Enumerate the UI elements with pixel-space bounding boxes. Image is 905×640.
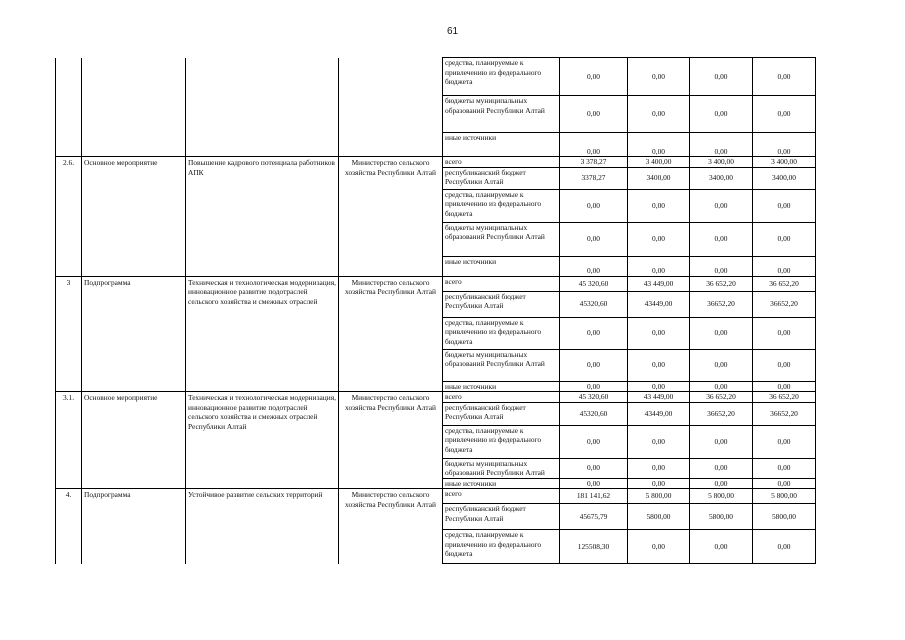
value-cell: 36652,20	[690, 291, 753, 317]
value-cell: 36652,20	[753, 291, 816, 317]
item-name: Устойчивое развитие сельских территорий	[186, 489, 339, 564]
source-label: бюджеты муниципальных образований Республики Алтай	[443, 349, 560, 381]
source-label: республиканский бюджет Республики Алтай	[443, 402, 560, 425]
value-cell: 0,00	[690, 425, 753, 458]
source-label: иные источники	[443, 256, 560, 276]
source-label: средства, планируемые к привлечению из федерального бюджета	[443, 317, 560, 349]
item-number: 3	[56, 276, 82, 392]
value-cell: 5 800,00	[753, 489, 816, 504]
value-cell: 0,00	[753, 425, 816, 458]
value-cell: 0,00	[560, 458, 628, 478]
source-label: республиканский бюджет Республики Алтай	[443, 167, 560, 189]
item-responsible: Министерство сельского хозяйства Республики Алтай	[339, 489, 443, 564]
value-cell: 0,00	[753, 58, 816, 96]
source-label: всего	[443, 392, 560, 403]
value-cell: 0,00	[690, 133, 753, 157]
item-type: Подпрограмма	[82, 489, 186, 564]
source-label: иные источники	[443, 133, 560, 157]
value-cell: 43 449,00	[628, 392, 690, 403]
value-cell: 0,00	[628, 317, 690, 349]
value-cell: 0,00	[690, 458, 753, 478]
value-cell: 0,00	[753, 317, 816, 349]
item-responsible: Министерство сельского хозяйства Республики Алтай	[339, 157, 443, 277]
value-cell: 0,00	[560, 189, 628, 222]
value-cell: 0,00	[753, 458, 816, 478]
source-label: бюджеты муниципальных образований Республики Алтай	[443, 458, 560, 478]
table-row	[56, 58, 816, 96]
item-name	[186, 58, 339, 157]
value-cell: 0,00	[753, 381, 816, 392]
value-cell: 3400,00	[690, 167, 753, 189]
table-row	[56, 157, 816, 168]
value-cell: 0,00	[560, 222, 628, 256]
item-number	[56, 58, 82, 157]
item-responsible: Министерство сельского хозяйства Республики Алтай	[339, 392, 443, 489]
value-cell: 0,00	[560, 256, 628, 276]
source-label: средства, планируемые к привлечению из федерального бюджета	[443, 58, 560, 96]
value-cell: 5800,00	[628, 504, 690, 530]
value-cell: 0,00	[560, 425, 628, 458]
value-cell: 0,00	[753, 349, 816, 381]
item-type: Подпрограмма	[82, 276, 186, 392]
value-cell: 0,00	[628, 478, 690, 489]
source-label: бюджеты муниципальных образований Республики Алтай	[443, 96, 560, 133]
value-cell: 0,00	[560, 317, 628, 349]
source-label: средства, планируемые к привлечению из федерального бюджета	[443, 189, 560, 222]
value-cell: 45320,60	[560, 402, 628, 425]
item-number: 3.1.	[56, 392, 82, 489]
value-cell: 43449,00	[628, 291, 690, 317]
source-label: иные источники	[443, 478, 560, 489]
value-cell: 36652,20	[690, 402, 753, 425]
value-cell: 0,00	[560, 96, 628, 133]
item-name: Техническая и технологическая модернизация, инновационное развитие подотраслей сельского хозяйства и смежных отраслей Республики Алтай	[186, 392, 339, 489]
value-cell: 0,00	[753, 222, 816, 256]
value-cell: 36 652,20	[753, 392, 816, 403]
value-cell: 3 400,00	[753, 157, 816, 168]
item-name: Повышение кадрового потенциала работников АПК	[186, 157, 339, 277]
value-cell: 0,00	[628, 96, 690, 133]
source-label: республиканский бюджет Республики Алтай	[443, 291, 560, 317]
item-responsible: Министерство сельского хозяйства Республики Алтай	[339, 276, 443, 392]
value-cell: 3 400,00	[628, 157, 690, 168]
value-cell: 36652,20	[753, 402, 816, 425]
source-label: средства, планируемые к привлечению из федерального бюджета	[443, 425, 560, 458]
value-cell: 0,00	[690, 189, 753, 222]
value-cell: 0,00	[753, 530, 816, 564]
value-cell: 0,00	[690, 96, 753, 133]
value-cell: 0,00	[690, 381, 753, 392]
value-cell: 3400,00	[753, 167, 816, 189]
page-number: 61	[446, 26, 459, 37]
item-number: 2.6.	[56, 157, 82, 277]
value-cell: 36 652,20	[690, 392, 753, 403]
source-label: бюджеты муниципальных образований Республики Алтай	[443, 222, 560, 256]
value-cell: 0,00	[753, 256, 816, 276]
source-label: всего	[443, 489, 560, 504]
value-cell: 3400,00	[628, 167, 690, 189]
value-cell: 45 320,60	[560, 392, 628, 403]
item-type: Основное мероприятие	[82, 157, 186, 277]
value-cell: 36 652,20	[690, 276, 753, 291]
table-row	[56, 392, 816, 403]
value-cell: 0,00	[628, 458, 690, 478]
value-cell: 0,00	[628, 349, 690, 381]
item-type	[82, 58, 186, 157]
value-cell: 0,00	[628, 530, 690, 564]
value-cell: 0,00	[560, 478, 628, 489]
value-cell: 3 400,00	[690, 157, 753, 168]
value-cell: 0,00	[690, 58, 753, 96]
value-cell: 0,00	[753, 133, 816, 157]
budget-table	[55, 57, 816, 564]
source-label: средства, планируемые к привлечению из федерального бюджета	[443, 530, 560, 564]
value-cell: 5 800,00	[690, 489, 753, 504]
value-cell: 3 378,27	[560, 157, 628, 168]
value-cell: 45320,60	[560, 291, 628, 317]
item-type: Основное мероприятие	[82, 392, 186, 489]
value-cell: 0,00	[690, 349, 753, 381]
item-number: 4.	[56, 489, 82, 564]
value-cell: 125508,30	[560, 530, 628, 564]
value-cell: 5800,00	[753, 504, 816, 530]
value-cell: 0,00	[560, 58, 628, 96]
value-cell: 0,00	[628, 133, 690, 157]
value-cell: 3378,27	[560, 167, 628, 189]
value-cell: 45 320,60	[560, 276, 628, 291]
value-cell: 0,00	[560, 381, 628, 392]
table-row	[56, 489, 816, 504]
value-cell: 0,00	[628, 58, 690, 96]
value-cell: 0,00	[560, 133, 628, 157]
value-cell: 0,00	[628, 222, 690, 256]
value-cell: 43449,00	[628, 402, 690, 425]
value-cell: 0,00	[628, 189, 690, 222]
source-label: всего	[443, 157, 560, 168]
value-cell: 43 449,00	[628, 276, 690, 291]
table-row	[56, 276, 816, 291]
item-name: Техническая и технологическая модернизация, инновационное развитие подотраслей сельского хозяйства и смежных отраслей	[186, 276, 339, 392]
value-cell: 0,00	[690, 478, 753, 489]
source-label: республиканский бюджет Республики Алтай	[443, 504, 560, 530]
item-responsible	[339, 58, 443, 157]
value-cell: 0,00	[560, 349, 628, 381]
value-cell: 45675,79	[560, 504, 628, 530]
value-cell: 0,00	[628, 256, 690, 276]
value-cell: 0,00	[628, 425, 690, 458]
value-cell: 0,00	[690, 317, 753, 349]
source-label: всего	[443, 276, 560, 291]
value-cell: 0,00	[690, 530, 753, 564]
source-label: иные источники	[443, 381, 560, 392]
value-cell: 0,00	[753, 96, 816, 133]
value-cell: 0,00	[690, 222, 753, 256]
value-cell: 36 652,20	[753, 276, 816, 291]
value-cell: 0,00	[690, 256, 753, 276]
value-cell: 0,00	[753, 478, 816, 489]
value-cell: 5 800,00	[628, 489, 690, 504]
value-cell: 181 141,62	[560, 489, 628, 504]
value-cell: 5800,00	[690, 504, 753, 530]
value-cell: 0,00	[753, 189, 816, 222]
value-cell: 0,00	[628, 381, 690, 392]
